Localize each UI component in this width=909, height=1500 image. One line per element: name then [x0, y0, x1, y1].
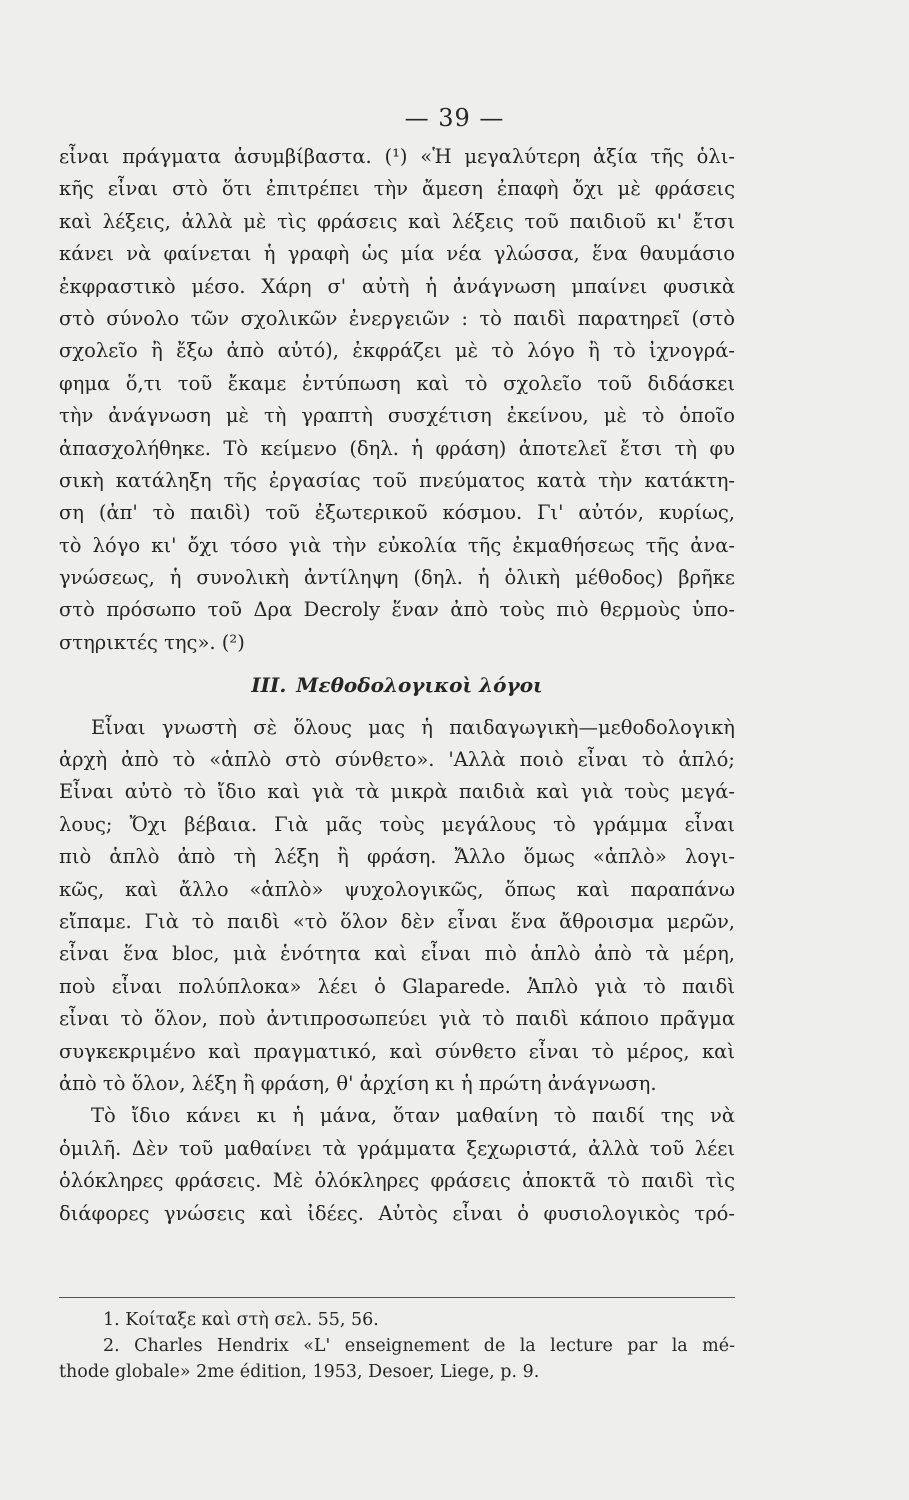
- text-line: τὴν ἀνάγνωση μὲ τὴ γραπτὴ συσχέτιση ἐκείνου, μὲ τὸ ὁποῖο: [59, 404, 735, 428]
- text-line: λους; Ὄχι βέβαια. Γιὰ μᾶς τοὺς μεγάλους τὸ γράμμα εἶναι: [59, 812, 735, 836]
- text-line: κῆς εἶναι στὸ ὅτι ἐπιτρέπει τὴν ἄμεση ἐπαφὴ ὄχι μὲ φράσεις: [59, 177, 735, 201]
- text-line: σχολεῖο ἢ ἔξω ἀπὸ αὐτό), ἐκφράζει μὲ τὸ λόγο ἢ τὸ ἰχνογρά-: [59, 339, 735, 363]
- text-line: στὸ πρόσωπο τοῦ Δρα Decroly ἕναν ἀπὸ τοὺς πιὸ θερμοὺς ὑπο-: [59, 598, 735, 622]
- text-line: Εἶναι γνωστὴ σὲ ὅλους μας ἡ παιδαγωγικὴ—μεθοδολογικὴ: [91, 715, 735, 739]
- text-line: σικὴ κατάληξη τῆς ἐργασίας τοῦ πνεύματος κατὰ τὴν κατάκτη-: [59, 468, 735, 492]
- text-line: στηρικτές της». (²): [59, 630, 245, 654]
- text-line: εἶναι πράγματα ἀσυμβίβαστα. (¹) «Ἡ μεγαλύτερη ἀξία τῆς ὁλι-: [59, 145, 735, 168]
- text-line: ὁλόκληρες φράσεις. Μὲ ὁλόκληρες φράσεις ἀποκτᾶ τὸ παιδὶ τὶς: [59, 1169, 735, 1193]
- text-line: ποὺ εἶναι πολύπλοκα» λέει ὁ Glaparede. Ἁπλὸ γιὰ τὸ παιδὶ: [59, 974, 735, 998]
- text-line: καὶ λέξεις, ἀλλὰ μὲ τὶς φράσεις καὶ λέξεις τοῦ παιδιοῦ κι' ἔτσι: [59, 209, 735, 233]
- text-line: εἶναι ἕνα bloc, μιὰ ἑνότητα καὶ εἶναι πιὸ ἁπλὸ ἀπὸ τὰ μέρη,: [59, 942, 735, 966]
- text-line: ἀρχὴ ἀπὸ τὸ «ἁπλὸ στὸ σύνθετο». 'Αλλὰ ποιὸ εἶναι τὸ ἁπλό;: [59, 748, 735, 772]
- text-line: ἐκφραστικὸ μέσο. Χάρη σ' αὐτὴ ἡ ἀνάγνωση μπαίνει φυσικὰ: [59, 274, 735, 298]
- text-line: κάνει νὰ φαίνεται ἡ γραφὴ ὡς μία νέα γλώσσα, ἕνα θαυμάσιο: [59, 242, 735, 266]
- text-line: κῶς, καὶ ἄλλο «ἁπλὸ» ψυχολογικῶς, ὅπως καὶ παραπάνω: [59, 877, 735, 901]
- text-line: εἴπαμε. Γιὰ τὸ παιδὶ «τὸ ὅλον δὲν εἶναι ἕνα ἄθροισμα μερῶν,: [59, 909, 735, 933]
- text-line: γνώσεως, ἡ συνολικὴ ἀντίληψη (δηλ. ἡ ὁλικὴ μέθοδος) βρῆκε: [59, 566, 735, 590]
- main-text: [59, 141, 735, 1230]
- text-line: στὸ σύνολο τῶν σχολικῶν ἐνεργειῶν : τὸ παιδὶ παρατηρεῖ (στὸ: [59, 306, 735, 330]
- section-heading: [59, 669, 735, 701]
- footnotes: [59, 1307, 735, 1385]
- footnote-continuation: thode globale» 2me édition, 1953, Desoer, Liege, p. 9.: [59, 1362, 540, 1382]
- footnote: 1. Κοίταξε καὶ στὴ σελ. 55, 56.: [103, 1310, 379, 1330]
- text-line: πιὸ ἁπλὸ ἀπὸ τὴ λέξη ἢ φράση. Ἄλλο ὅμως «ἁπλὸ» λογι-: [59, 845, 735, 869]
- footnote-divider: [59, 1297, 735, 1298]
- text-line: τὸ λόγο κι' ὄχι τόσο γιὰ τὴν εὐκολία τῆς ἐκμαθήσεως τῆς ἀνα-: [59, 533, 735, 557]
- text-line: συγκεκριμένο καὶ πραγματικό, καὶ σύνθετο εἶναι τὸ μέρος, καὶ: [59, 1039, 735, 1063]
- section-number: III.: [251, 673, 287, 698]
- text-line: διάφορες γνώσεις καὶ ἰδέες. Αὐτὸς εἶναι ὁ φυσιολογικὸς τρό-: [59, 1201, 735, 1225]
- text-line: Εἶναι αὐτὸ τὸ ἴδιο καὶ γιὰ τὰ μικρὰ παιδιὰ καὶ γιὰ τοὺς μεγά-: [59, 780, 735, 804]
- text-line: εἶναι τὸ ὅλον, ποὺ ἀντιπροσωπεύει γιὰ τὸ παιδὶ κάποιο πρᾶγμα: [59, 1007, 735, 1031]
- section-title: Μεθοδολογικοὶ λόγοι: [296, 673, 543, 698]
- text-line: ἀπασχολήθηκε. Τὸ κείμενο (δηλ. ἡ φράση) ἀποτελεῖ ἔτσι τὴ φυ: [59, 436, 735, 460]
- page-number: — 39 —: [404, 104, 505, 132]
- text-line: φημα ὅ,τι τοῦ ἔκαμε ἐντύπωση καὶ τὸ σχολεῖο τοῦ διδάσκει: [59, 371, 735, 395]
- text-line: ὁμιλῆ. Δὲν τοῦ μαθαίνει τὰ γράμματα ξεχωριστά, ἀλλὰ τοῦ λέει: [59, 1136, 735, 1160]
- text-line: ση (ἀπ' τὸ παιδὶ) τοῦ ἐξωτερικοῦ κόσμου. Γι' αὐτόν, κυρίως,: [59, 501, 735, 525]
- text-line: ἀπὸ τὸ ὅλον, λέξη ἢ φράση, θ' ἀρχίση κι ἡ πρώτη ἀνάγνωση.: [59, 1071, 657, 1095]
- text-line: Τὸ ἴδιο κάνει κι ἡ μάνα, ὅταν μαθαίνη τὸ παιδί της νὰ: [91, 1104, 735, 1128]
- footnote: 2. Charles Hendrix «L' enseignement de la lecture par la mé-: [103, 1336, 735, 1356]
